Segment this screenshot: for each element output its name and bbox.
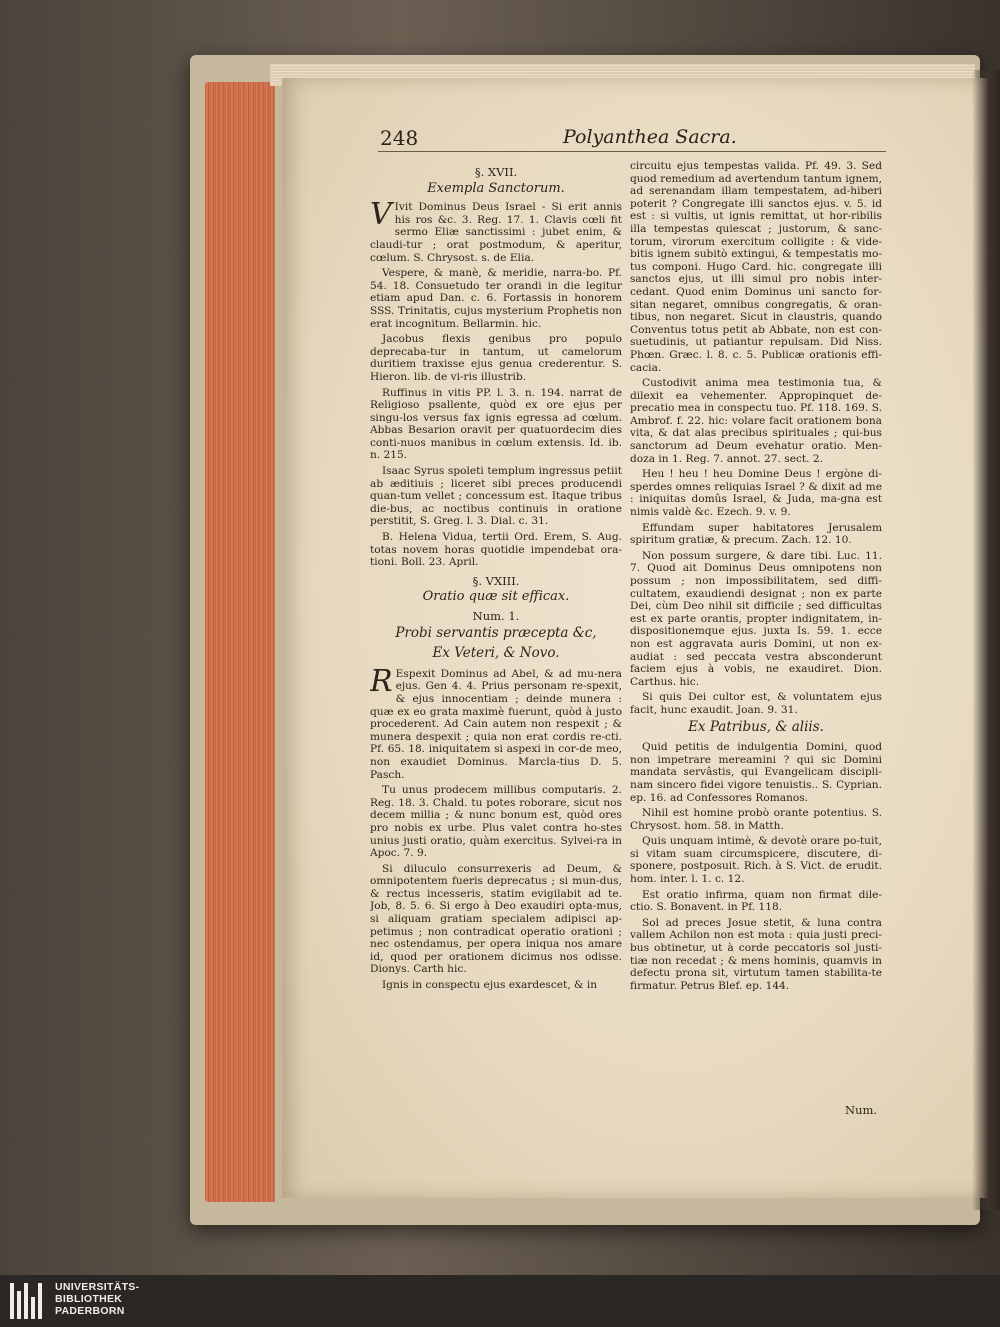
left-column-paragraph: Isaac Syrus spoleti templum ingressus petiit ab æditiuis ; liceret sibi preces producendi quan-tum vellet ; concessum est. Itaque tribus die-bus, ac noctibus continuis in oratione perstitit, S. Greg. l. 3. Dial. c. 31.: [370, 465, 622, 528]
drop-cap: R: [370, 663, 393, 699]
right-column-paragraph: Est oratio infirma, quam non firmat dile-ctio. S. Bonavent. in Pf. 118.: [630, 888, 882, 914]
left-column-heading: Num. 1.: [472, 609, 520, 623]
right-column-paragraph: Quis unquam intimè, & devotè orare po-tuit, si vitam suam circumspicere, discutere, di-sponere, postposuit. Rich. à S. Vict. de erudit. hom. inter. l. 1. c. 12.: [630, 835, 882, 886]
left-column-paragraph: Si diluculo consurrexeris ad Deum, & omnipotentem fueris deprecatus ; si mun-dus, & rectus incesseris, statim evigilabit ad te. Job, 8. 5. 6. Si ergo à Deo exaudiri opta-mus, si aliquam gratiam specialem adipisci ap-petimus ; non contradicat operatio orationi ; nec ostendamus, per opera iniqua nos amare id, quod per orationem dicimus nos odisse. Dionys. Carth hic.: [370, 862, 622, 976]
right-column-paragraph: Non possum surgere, & dare tibi. Luc. 11. 7. Quod ait Dominus Deus omnipotens non possum ; non impossibilitatem, sed diffi-cultatem, exaudiendi designat ; non ex parte Dei, cùm Deo nihil sit difficile ; sed difficultas est ex parte orantis, propter indignitatem, in-dispositionemque ejus. juxta Is. 59. 1. ecce non est aggravata auris Domini, ut non ex-audiat : sed peccata vestra absconderunt faciem ejus à vobis, ne exaudiret. Dion. Carthus. hic.: [630, 549, 882, 688]
left-column-heading: Exempla Sanctorum.: [427, 180, 565, 196]
right-column-paragraph: Effundam super habitatores Jerusalem spiritum gratiæ, & precum. Zach. 12. 10.: [630, 521, 882, 547]
left-column-paragraph: Vespere, & manè, & meridie, narra-bo. Pf. 54. 18. Consuetudo ter orandi in die legitur etiam apud Dan. c. 6. Fortassis in honorem SSS. Trinitatis, cujus mysterium Prophetis non erat incognitum. Bellarmin. hic.: [370, 267, 622, 330]
library-logo-text: [55, 1281, 139, 1317]
right-column-paragraph: Custodivit anima mea testimonia tua, & dilexit ea vehementer. Appropinquet de-precatio mea in conspectu tuo. Pf. 118. 169. S. Ambrof. f. 22. hic: volare facit orationem bona vita, & dat alas precibus spirituales ; qui-bus sanctorum ad Deum evehatur oratio. Men-doza in 1. Reg. 7. annot. 27. sect. 2.: [630, 377, 882, 465]
right-column-paragraph: Quid petitis de indulgentia Domini, quod non impetrare mereamini ? qui sic Domini mandata servâstis, qui Evangelicam discipli-nam sincero fidei vigore tenuistis.. S. Cyprian. ep. 16. ad Confessores Romanos.: [630, 741, 882, 804]
left-column-heading: Oratio quæ sit efficax.: [422, 589, 570, 605]
paragraph-text: Ivit Dominus Deus Israel - Si erit annis his ros &c. 3. Reg. 17. 1. Clavis cœli fit sermo Eliæ sanctissimi : jubet enim, & claudi-tur ; orat postmodum, & aperitur, cœlum. S. Chrysost. s. de Elia.: [370, 201, 622, 264]
drop-cap: V: [370, 197, 392, 233]
left-column-paragraph: Ignis in conspectu ejus exardescet, & in: [382, 979, 598, 992]
logo-line: UNIVERSITÄTS-: [55, 1281, 140, 1293]
right-column-heading: Ex Patribus, & aliis.: [688, 718, 824, 735]
paragraph-text: Espexit Dominus ad Abel, & ad mu-nera ejus. Gen 4. 4. Prius personam re-spexit, & ejus innocentiam ; deinde munera : quæ ex eo grata maximè fuerunt, quòd à justo procederent. Ad Cain autem non respexit ; & munera despexit ; quia non erat cordis re-cti. Pf. 65. 18. iniquitatem si aspexi in cor-de meo, non exaudiet Dominus. Marcla-tius D. 5. Pasch.: [370, 667, 622, 781]
header-rule: [378, 151, 886, 152]
left-column-paragraph: B. Helena Vidua, tertii Ord. Erem, S. Aug. totas novem horas quotidie impendebat ora-tioni. Boll. 23. April.: [370, 531, 622, 569]
right-column-paragraph: Heu ! heu ! heu Domine Deus ! ergòne di-sperdes omnes reliquias Israel ? & dixit ad me : iniquitas domûs Israel, & Juda, ma-gna est nimis valdè &c. Ezech. 9. v. 9.: [630, 468, 882, 519]
running-title: Polyanthea Sacra.: [563, 126, 737, 148]
right-column: [630, 160, 882, 1100]
right-column-paragraph: Sol ad preces Josue stetit, & luna contra vallem Achilon non est mota : quia justi preci-bus obtinetur, ut à corde peccatoris sol justi-tiæ non recedat ; & mens hominis, quamvis in defectu prona sit, virtutum tamen stabilita-te firmatur. Petrus Blef. ep. 144.: [630, 916, 882, 992]
left-column-paragraph: Jacobus flexis genibus pro populo deprecaba-tur in tantum, ut camelorum duritiem traxisse ejus genua crederentur. S. Hieron. lib. de vi-ris illustrib.: [370, 333, 622, 383]
library-bars-icon: [10, 1283, 48, 1319]
left-column-heading: §. VXIII.: [472, 573, 520, 588]
right-column-paragraph: circuitu ejus tempestas valida. Pf. 49. 3. Sed quod remedium ad avertendum tantum ignem, ad serenandam illam tempestatem, ad-hiberi poterit ? Congregate illi sanctos ejus. v. 5. id est : si vultis, ut ignis remittat, ut hor-ribilis illa tempestas quiescat ; justorum, & sanc-torum, virorum exercitum colligite : & vide-bitis ignem subitò extingui, & tempestatis mo-tus componi. Hugo Card. hic. congregate illi sanctos ejus, ut illi simul pro nobis inter-cedant. Quod enim Dominus uni sancto for-sitan negaret, omnibus congregatis, & oran-tibus, non negaret. Sicut in claustris, quando Conventus totus petit ab Abbate, non est con-suetudinis, ut patiantur repulsam. Did Niss. Phœn. Græc. l. 8. c. 5. Publicæ orationis effi-cacia.: [630, 160, 882, 374]
page-number: 248: [380, 126, 419, 150]
left-column: [370, 160, 622, 1110]
logo-line: BIBLIOTHEK: [55, 1293, 123, 1305]
logo-line: PADERBORN: [55, 1305, 125, 1317]
left-column-heading: §. XVII.: [474, 165, 518, 179]
right-column-paragraph: Si quis Dei cultor est, & voluntatem ejus facit, hunc exaudit. Joan. 9. 31.: [630, 691, 882, 716]
left-column-paragraph: [370, 663, 622, 781]
left-column-paragraph: Tu unus prodecem millibus computaris. 2. Reg. 18. 3. Chald. tu potes roborare, sicut nos decem millia ; & nunc bonum est, quòd ores pro nobis ex urbe. Plus valet contra ho-stes unius justi oratio, quàm exercitus. Sylvei-ra in Apoc. 7. 9.: [370, 784, 622, 860]
page-edges: [205, 82, 275, 1202]
left-column-heading: Ex Veteri, & Novo.: [432, 645, 560, 662]
left-column-paragraph: [370, 197, 622, 264]
left-column-paragraph: Ruffinus in vitis PP. l. 3. n. 194. narrat de Religioso psallente, quòd ex ore ejus per singu-los versus fax ignis egressa ad cœlum. Abbas Besarion oravit per quatuordecim dies conti-nuos manibus in cœlum extensis. Id. ib. n. 215.: [370, 386, 622, 462]
left-column-heading: Probi servantis præcepta &c,: [395, 624, 597, 641]
catchword: Num.: [845, 1103, 878, 1117]
footer-band: [0, 1275, 1000, 1327]
right-column-paragraph: Nihil est homine probò orante potentius. S. Chrysost. hom. 58. in Matth.: [630, 807, 882, 832]
page-gutter: [972, 70, 1000, 1210]
